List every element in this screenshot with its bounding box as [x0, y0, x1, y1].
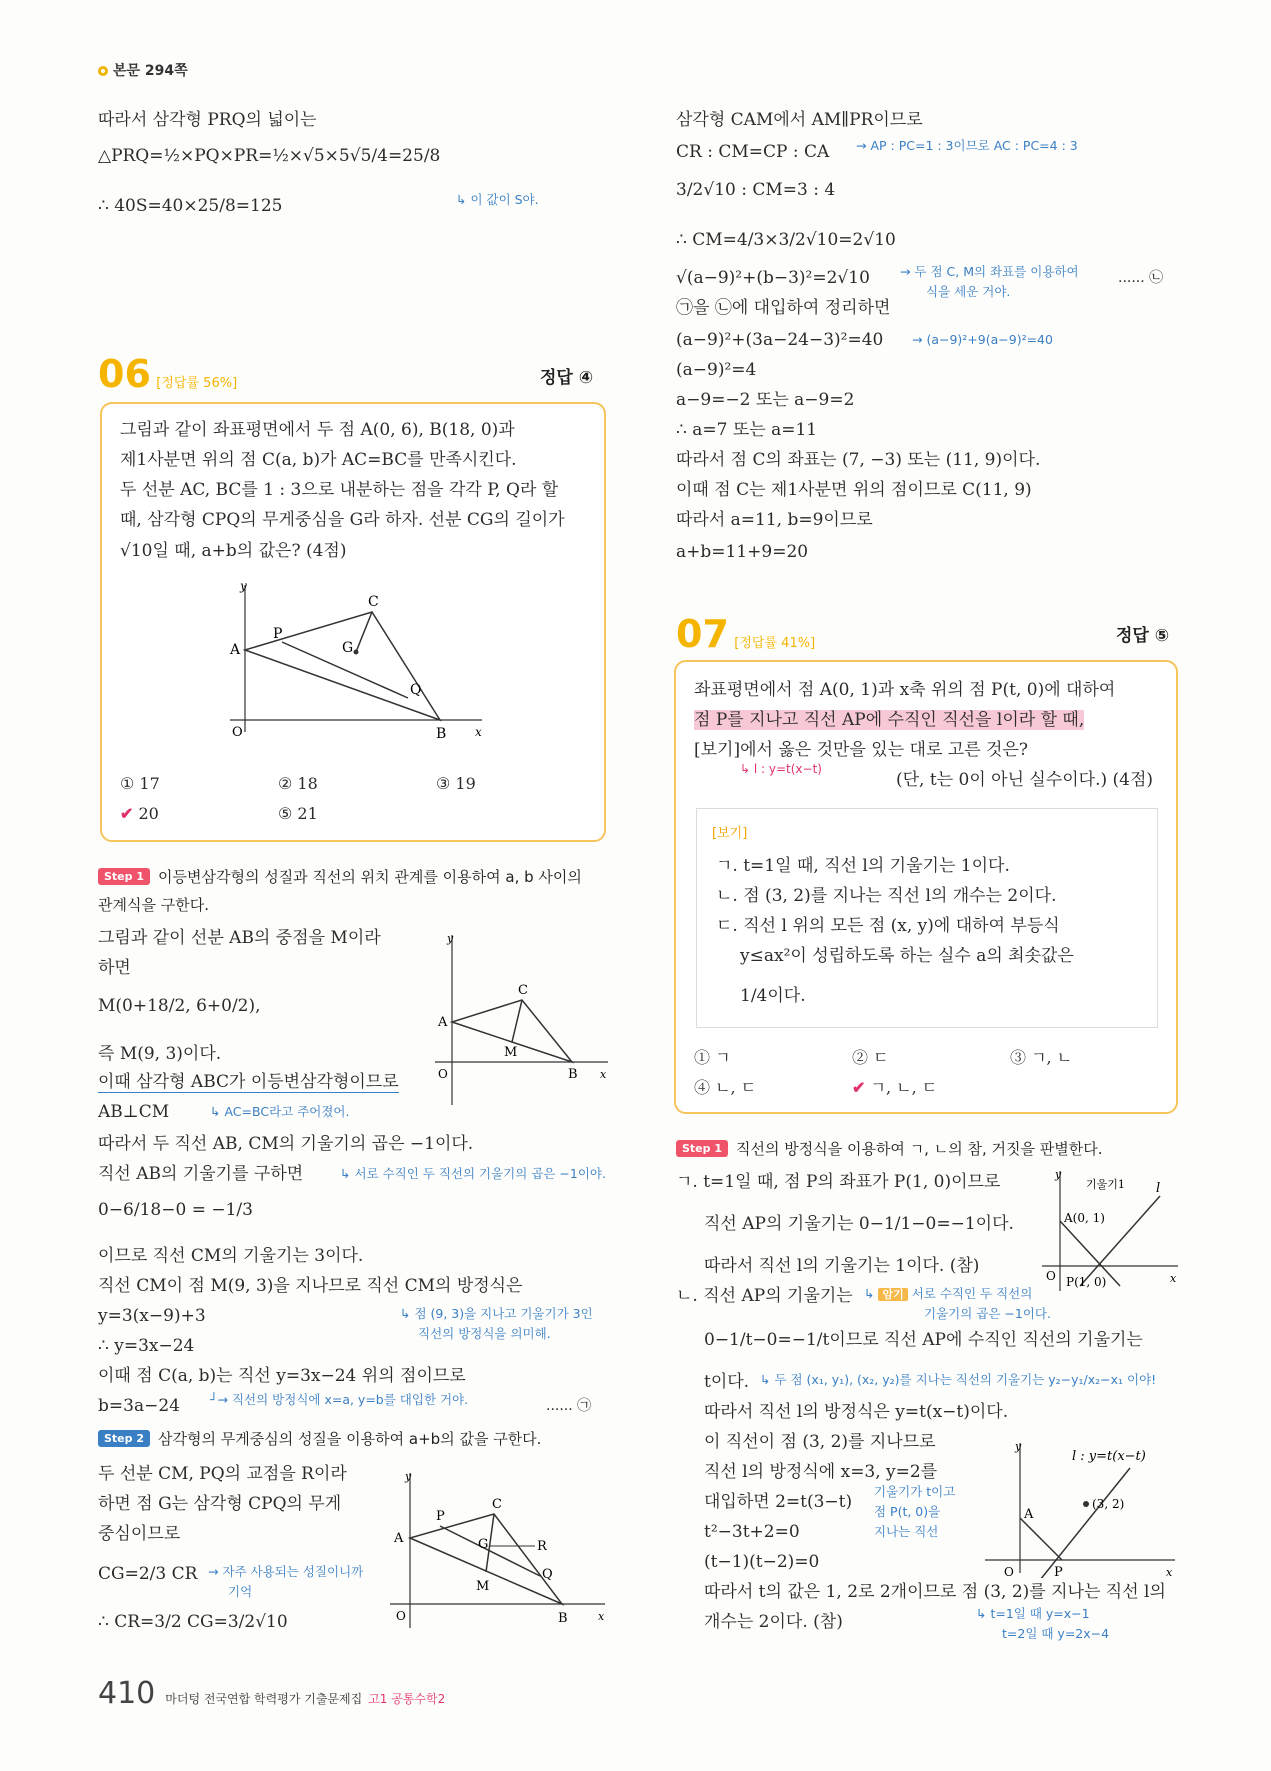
- annotation-text: 식을 세운 거야.: [926, 284, 1011, 299]
- equation-line: △PRQ=½×PQ×PR=½×√5×5√5/4=25/8: [98, 146, 441, 166]
- fig-label: Q: [410, 682, 422, 698]
- solution-line: 개수는 2이다. (참): [704, 1612, 843, 1632]
- fig-label: B: [568, 1067, 578, 1082]
- choice-1[interactable]: ① ㄱ: [694, 1048, 731, 1067]
- annotation-text: AP : PC=1 : 3이므로 AC : PC=4 : 3: [870, 138, 1078, 153]
- question-line: 때, 삼각형 CPQ의 무게중심을 G라 하자. 선분 CG의 길이가: [120, 510, 565, 530]
- point-g: [354, 650, 359, 655]
- annotation-text: 이 값이 S야.: [470, 192, 539, 207]
- solution-line: a−9=−2 또는 a−9=2: [676, 390, 855, 410]
- fig-label: y: [447, 932, 454, 945]
- step-tag: Step 1: [98, 868, 150, 885]
- annotation-text: 서로 수직인 두 직선의 기울기의 곱은 −1이야.: [354, 1166, 606, 1181]
- fig-label: P: [1054, 1565, 1063, 1578]
- choice-1[interactable]: ① 17: [120, 774, 160, 793]
- solution-line: 두 선분 CM, PQ의 교점을 R이라: [98, 1464, 347, 1484]
- fig-label: A(0, 1): [1064, 1211, 1105, 1225]
- solution-line: 따라서 두 직선 AB, CM의 기울기의 곱은 −1이다.: [98, 1134, 474, 1154]
- choice-3[interactable]: ③ ㄱ, ㄴ: [1010, 1048, 1073, 1067]
- fig-label: y: [405, 1470, 412, 1483]
- choice-2[interactable]: ② ㄷ: [852, 1048, 889, 1067]
- question-line: √10일 때, a+b의 값은? (4점): [120, 541, 347, 561]
- annotation-note: ↳ 이 값이 S야.: [456, 192, 539, 207]
- bogi-item: y≤ax²이 성립하도록 하는 실수 a의 최솟값은: [740, 946, 1074, 966]
- fig-label: O: [438, 1067, 448, 1081]
- annotation-text: 서로 수직인 두 직선의: [911, 1286, 1033, 1301]
- line-figure-t: [960, 1438, 1180, 1578]
- step-title: 이등변삼각형의 성질과 직선의 위치 관계를 이용하여 a, b 사이의: [158, 868, 582, 886]
- fig-label: A: [1024, 1507, 1034, 1522]
- question-heading: [676, 612, 815, 658]
- fig-label: x: [600, 1068, 607, 1081]
- solution-line: M(0+18/2, 6+0/2),: [98, 996, 261, 1016]
- fig-label: x: [475, 725, 482, 739]
- equation-line: ∴ 40S=40×25/8=125: [98, 196, 283, 216]
- solution-line: (t−1)(t−2)=0: [704, 1552, 820, 1572]
- triangle-figure: [220, 580, 490, 750]
- page-number: 410: [98, 1676, 156, 1711]
- fig-label: P: [273, 626, 283, 642]
- question-line: 두 선분 AC, BC를 1 : 3으로 내분하는 점을 각각 P, Q라 할: [120, 480, 559, 500]
- solution-line: ∴ CM=4/3×3/2√10=2√10: [676, 230, 896, 250]
- fig-label: C: [492, 1497, 502, 1512]
- annotation-text: 두 점 C, M의 좌표를 이용하여: [914, 264, 1079, 279]
- fig-label: O: [396, 1609, 406, 1623]
- question-line: 그림과 같이 좌표평면에서 두 점 A(0, 6), B(18, 0)과: [120, 420, 515, 440]
- fig-label: G: [342, 640, 354, 656]
- fig-label: B: [436, 726, 447, 742]
- annotation-text: 자주 사용되는 성질이니까: [222, 1564, 364, 1579]
- solution-line: 중심이므로: [98, 1524, 181, 1544]
- fig-label: O: [1004, 1565, 1014, 1578]
- bogi-item: ㄱ. t=1일 때, 직선 l의 기울기는 1이다.: [716, 856, 1010, 876]
- solution-line: CG=2/3 CR: [98, 1564, 198, 1584]
- solution-line: 3/2√10 : CM=3 : 4: [676, 180, 836, 200]
- solution-line: 0−6/18−0 = −1/3: [98, 1200, 253, 1220]
- annotation-text: 기억: [228, 1584, 253, 1599]
- annotation-note: ↳ l : y=t(x−t): [740, 762, 822, 776]
- fig-label: x: [1166, 1566, 1173, 1578]
- annotation-text: (a−9)²+9(a−9)²=40: [926, 332, 1053, 347]
- solution-line: ∴ CR=3/2 CG=3/2√10: [98, 1612, 288, 1632]
- checkmark-icon: ✔: [120, 804, 134, 823]
- fig-label: C: [368, 594, 379, 610]
- solution-line: 이므로 직선 CM의 기울기는 3이다.: [98, 1246, 364, 1266]
- annotation-text: 직선의 방정식에 x=a, y=b를 대입한 거야.: [231, 1392, 469, 1407]
- segment-pq: [440, 1526, 540, 1576]
- solution-line: 하면 점 G는 삼각형 CPQ의 무게: [98, 1494, 342, 1514]
- solution-line: 직선 AP의 기울기는 0−1/1−0=−1이다.: [704, 1214, 1014, 1234]
- question-line: [보기]에서 옳은 것만을 있는 대로 고른 것은?: [694, 740, 1028, 760]
- solution-line: 이때 점 C는 제1사분면 위의 점이므로 C(11, 9): [676, 480, 1032, 500]
- annotation-text: t=2일 때 y=2x−4: [1002, 1626, 1110, 1641]
- solution-line: 이 직선이 점 (3, 2)를 지나므로: [704, 1432, 936, 1452]
- line-l: [1080, 1196, 1160, 1286]
- solution-line: t이다.: [704, 1372, 750, 1392]
- question-number: 07: [676, 612, 729, 656]
- step-title-cont: 관계식을 구한다.: [98, 896, 209, 914]
- choice-2[interactable]: ② 18: [278, 774, 318, 793]
- bogi-title: [보기]: [712, 826, 748, 841]
- choice-4[interactable]: ④ ㄴ, ㄷ: [694, 1078, 757, 1097]
- solution-line: 따라서 t의 값은 1, 2로 2개이므로 점 (3, 2)를 지나는 직선 l의: [704, 1582, 1166, 1602]
- solution-line: 삼각형 CAM에서 AM∥PR이므로: [676, 110, 923, 130]
- fig-label: (3, 2): [1092, 1497, 1125, 1511]
- solution-line: (a−9)²+(3a−24−3)²=40: [676, 330, 884, 350]
- fig-label: y: [1055, 1168, 1062, 1181]
- step-tag: Step 1: [676, 1140, 728, 1157]
- question-line: 제1사분면 위의 점 C(a, b)가 AC=BC를 만족시킨다.: [120, 450, 517, 470]
- question-heading: [98, 352, 237, 398]
- step-heading: [98, 1430, 541, 1448]
- solution-line: 이때 점 C(a, b)는 직선 y=3x−24 위의 점이므로: [98, 1366, 466, 1386]
- bogi-item: ㄷ. 직선 l 위의 모든 점 (x, y)에 대하여 부등식: [716, 916, 1060, 936]
- choice-5[interactable]: [852, 1078, 937, 1097]
- solution-line: AB⊥CM: [98, 1102, 170, 1122]
- annotation-text: 지나는 직선: [874, 1524, 939, 1539]
- annotation-text: 두 점 (x₁, y₁), (x₂, y₂)를 지나는 직선의 기울기는 y₂−y₁/x₂−x₁ 이야!: [774, 1372, 1157, 1387]
- answer-label: 정답 ⑤: [1116, 626, 1170, 646]
- question-number: 06: [98, 352, 151, 396]
- fig-label: l : y=t(x−t): [1072, 1449, 1146, 1464]
- solution-line: y=3(x−9)+3: [98, 1306, 206, 1326]
- fig-label: A: [230, 642, 241, 658]
- bogi-item: ㄴ. 점 (3, 2)를 지나는 직선 l의 개수는 2이다.: [716, 886, 1057, 906]
- solution-line: 대입하면 2=t(3−t): [704, 1492, 853, 1512]
- step-title: 직선의 방정식을 이용하여 ㄱ, ㄴ의 참, 거짓을 판별한다.: [736, 1140, 1103, 1158]
- fig-label: O: [1046, 1269, 1056, 1283]
- choice-text: ㄱ, ㄴ, ㄷ: [870, 1078, 938, 1097]
- fig-label: B: [558, 1611, 568, 1626]
- annotation-note: ↳ 두 점 (x₁, y₁), (x₂, y₂)를 지나는 직선의 기울기는 y₂−y₁/x₂−x₁ 이야!: [760, 1372, 1157, 1387]
- answer-label: 정답 ④: [540, 368, 594, 388]
- solution-line: 즉 M(9, 3)이다.: [98, 1044, 222, 1064]
- equation-ref: ...... ㉡: [1118, 270, 1164, 286]
- solution-line: CR : CM=CP : CA: [676, 142, 830, 162]
- question-line: 점 P를 지나고 직선 AP에 수직인 직선을 l이라 할 때,: [694, 710, 1085, 730]
- step-title: 삼각형의 무게중심의 성질을 이용하여 a+b의 값을 구한다.: [158, 1430, 542, 1448]
- segment-cm: [512, 1000, 522, 1042]
- subject-label: 고1 공통수학2: [368, 1692, 446, 1706]
- memorize-badge: 암기: [878, 1288, 907, 1301]
- question-line: 좌표평면에서 점 A(0, 1)과 x축 위의 점 P(t, 0)에 대하여: [694, 680, 1116, 700]
- page-footer: [98, 1676, 445, 1711]
- solution-line: 직선 CM이 점 M(9, 3)을 지나므로 직선 CM의 방정식은: [98, 1276, 523, 1296]
- fig-label: Q: [542, 1567, 553, 1582]
- midpoint-figure: [430, 930, 610, 1110]
- line-figure-t1: [1040, 1166, 1180, 1296]
- fig-label: y: [240, 580, 247, 593]
- fig-label: A: [438, 1015, 448, 1030]
- solution-line: ∴ a=7 또는 a=11: [676, 420, 818, 440]
- step-heading: [676, 1140, 1102, 1158]
- annotation-text: t=1일 때 y=x−1: [990, 1606, 1090, 1621]
- annotation-note: → 두 점 C, M의 좌표를 이용하여: [900, 264, 1079, 279]
- fig-label: P(1, 0): [1066, 1275, 1107, 1289]
- fig-label: x: [1170, 1272, 1177, 1285]
- accuracy-rate: [정답률 56%]: [156, 376, 238, 391]
- solution-line: 따라서 직선 l의 방정식은 y=t(x−t)이다.: [704, 1402, 1009, 1422]
- solution-line: b=3a−24: [98, 1396, 180, 1416]
- checkmark-icon: ✔: [852, 1078, 866, 1097]
- centroid-figure: [380, 1468, 610, 1638]
- segment-cg: [356, 612, 372, 652]
- solution-line: 0−1/t−0=−1/t이므로 직선 AP에 수직인 직선의 기울기는: [704, 1330, 1143, 1350]
- solution-line: 하면: [98, 958, 131, 978]
- circle-bullet-icon: [98, 66, 108, 76]
- fig-label: l: [1156, 1181, 1161, 1196]
- equation-ref: ...... ㉠: [546, 1398, 592, 1414]
- solution-line: 따라서 직선 l의 기울기는 1이다. (참): [704, 1256, 980, 1276]
- fig-label: C: [518, 983, 528, 998]
- solution-line: 직선 AB의 기울기를 구하면: [98, 1164, 304, 1184]
- fig-label: 기울기1: [1086, 1178, 1125, 1191]
- fig-label: M: [476, 1579, 490, 1594]
- page-header: [98, 60, 188, 80]
- choice-3[interactable]: ③ 19: [436, 774, 476, 793]
- annotation-note: → 자주 사용되는 성질이니까: [208, 1564, 364, 1579]
- solution-line: 따라서 a=11, b=9이므로: [676, 510, 873, 530]
- line-ap: [1020, 1518, 1062, 1560]
- annotation-text: 직선의 방정식을 의미해.: [418, 1326, 551, 1341]
- fig-label: x: [598, 1610, 605, 1623]
- choice-5[interactable]: ⑤ 21: [278, 804, 318, 823]
- annotation-text: 기울기의 곱은 −1이다.: [924, 1306, 1051, 1321]
- annotation-note: ↳ 서로 수직인 두 직선의 기울기의 곱은 −1이야.: [340, 1166, 606, 1181]
- solution-line: a+b=11+9=20: [676, 542, 809, 562]
- solution-line: 그림과 같이 선분 AB의 중점을 M이라: [98, 928, 381, 948]
- accuracy-rate: [정답률 41%]: [734, 636, 816, 651]
- solution-line: √(a−9)²+(b−3)²=2√10: [676, 268, 870, 288]
- fig-label: P: [436, 1509, 445, 1524]
- annotation-note: → AP : PC=1 : 3이므로 AC : PC=4 : 3: [856, 138, 1078, 153]
- fig-label: A: [394, 1531, 404, 1546]
- choice-text: 20: [138, 804, 159, 823]
- annotation-text: 기울기가 t이고: [874, 1484, 956, 1499]
- fig-label: M: [504, 1045, 518, 1060]
- book-title: 마더텅 전국연합 학력평가 기출문제집: [165, 1692, 363, 1706]
- annotation-note: ↳ 점 (9, 3)을 지나고 기울기가 3인: [400, 1306, 593, 1321]
- solution-line: 직선 l의 방정식에 x=3, y=2를: [704, 1462, 938, 1482]
- header-label: 본문 294쪽: [113, 63, 188, 79]
- annotation-note: ┘→ 직선의 방정식에 x=a, y=b를 대입한 거야.: [210, 1392, 469, 1407]
- question-line: (단, t는 0이 아닌 실수이다.) (4점): [896, 770, 1154, 790]
- solution-line: ∴ y=3x−24: [98, 1336, 195, 1356]
- line-l: [1040, 1468, 1130, 1578]
- text-line: 따라서 삼각형 PRQ의 넓이는: [98, 110, 317, 130]
- fig-label: O: [232, 725, 243, 740]
- annotation-note: ↳ t=1일 때 y=x−1: [976, 1606, 1090, 1621]
- annotation-note: → (a−9)²+9(a−9)²=40: [912, 332, 1053, 347]
- annotation-text: AC=BC라고 주어졌어.: [224, 1104, 350, 1119]
- annotation-text: l : y=t(x−t): [753, 762, 822, 776]
- solution-line: ㉠을 ㉡에 대입하여 정리하면: [676, 298, 891, 318]
- annotation-text: 점 P(t, 0)을: [874, 1504, 941, 1519]
- step-tag: Step 2: [98, 1430, 150, 1447]
- annotation-note: ↳ 암기 서로 수직인 두 직선의: [864, 1286, 1033, 1301]
- solution-line: 따라서 점 C의 좌표는 (7, −3) 또는 (11, 9)이다.: [676, 450, 1041, 470]
- annotation-note: ↳ AC=BC라고 주어졌어.: [210, 1104, 350, 1119]
- fig-label: G: [478, 1537, 489, 1552]
- bogi-item: 1/4이다.: [740, 986, 806, 1006]
- fig-label: y: [1015, 1440, 1022, 1453]
- annotation-text: 점 (9, 3)을 지나고 기울기가 3인: [414, 1306, 593, 1321]
- solution-line: ㄴ. 직선 AP의 기울기는: [676, 1286, 853, 1306]
- fig-label: R: [537, 1539, 547, 1554]
- solution-line: t²−3t+2=0: [704, 1522, 800, 1542]
- solution-line: 이때 삼각형 ABC가 이등변삼각형이므로: [98, 1072, 399, 1092]
- solution-line: (a−9)²=4: [676, 360, 757, 380]
- choice-4[interactable]: [120, 804, 159, 823]
- point-3-2: [1083, 1501, 1089, 1507]
- step-heading: [98, 868, 582, 886]
- solution-line: ㄱ. t=1일 때, 점 P의 좌표가 P(1, 0)이므로: [676, 1172, 1001, 1192]
